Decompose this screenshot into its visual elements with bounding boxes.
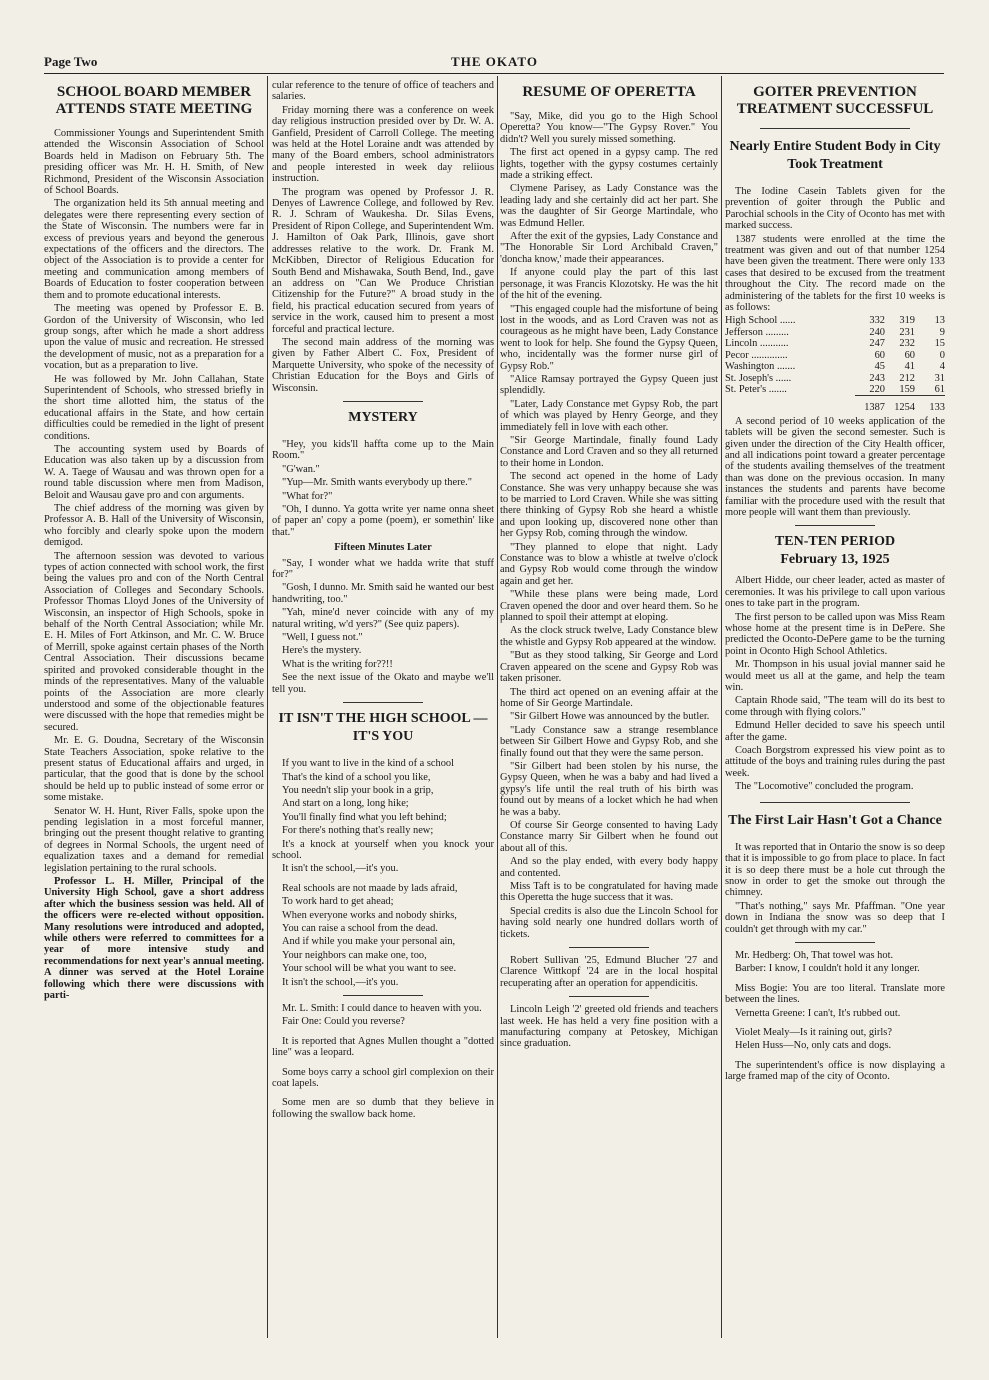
table-row [725, 373, 945, 384]
paragraph: The third act opened on an evening affair at the home of Sir George Martindale. [500, 686, 718, 709]
joke-line: It is reported that Agnes Mullen thought a "dotted line" was a leopard. [272, 1035, 494, 1059]
poem-line: For there's nothing that's really new; [282, 825, 434, 837]
table-cell: 332 [869, 315, 885, 327]
paragraph: Clymene Parisey, as Lady Constance was the leading lady and she certainly did act her part. She was the daughter of Sir George Martindale, who was Edmund Heller. [500, 183, 718, 229]
article-subheadline-goiter: Nearly Entire Student Body in City Took Treatment [729, 139, 941, 172]
paragraph: Commissioner Youngs and Superintendent Smith attended the Wisconsin Association of School Boards held in Madison on February 5th. The presiding officer was Mr. H. H. Smith, of New Richmond, President of the Wisconsin Association of School Boards. [44, 128, 264, 197]
paragraph: "Sir Gilbert had been stolen by his nurse, the Gypsy Queen, when he was a baby and had lived a gypsy's life until the real truth of his birth was found out by means of a locket which he had when he was a baby. [500, 760, 718, 818]
poem-line: Your school will be what you want to see. [282, 963, 457, 975]
table-row [725, 350, 945, 361]
joke-line: Mr. L. Smith: I could dance to heaven with you. [282, 1003, 482, 1014]
table-row [725, 327, 945, 338]
paragraph: And so the play ended, with every body happy and contented. [500, 856, 718, 879]
table-cell: Lincoln ........... [725, 338, 789, 350]
table-cell: 60 [904, 349, 915, 361]
article-headline-goiter: GOITER PREVENTION TREATMENT SUCCESSFUL [736, 84, 934, 117]
section-rule [760, 128, 910, 129]
masthead [0, 0, 989, 76]
column-3 [500, 80, 718, 1335]
paragraph: Mr. E. G. Doudna, Secretary of the Wisconsin State Teachers Association, spoke relative to the present status of Educational affairs and urged, in particular, that the good that is done by the school should be held up to public instead of some error or some mistake. [44, 735, 264, 804]
paragraph: "But as they stood talking, Sir George and Lord Craven appeared on the scene and Gypsy Rob was taken prisoner. [500, 650, 718, 685]
table-cell: 45 [874, 361, 885, 373]
paragraph: After the exit of the gypsies, Lady Constance and "The Honorable Sir Lord Archibald Craven," 'doncha know,' made their appearances. [500, 231, 718, 265]
article-headline-poem: IT ISN'T THE HIGH SCHOOL —IT'S YOU [278, 711, 488, 745]
dialogue-line: "Hey, you kids'll haffta come up to the Main Room." [272, 438, 494, 462]
paragraph: The first person to be called upon was Miss Ream whose home at the present time is in DePere. She predicted the Oconto-DePere game to be the turning point in Oconto High School Athletics. [725, 611, 945, 657]
paragraph: "Lady Constance saw a strange resemblance between Sir Gilbert Howe and Gypsy Rob, and she finally found out that they were the same person. [500, 724, 718, 759]
paragraph: Coach Borgstrom expressed his view point as to attitude of the boys and training rules during the past week. [725, 745, 945, 779]
dialogue-line: "Yah, mine'd never coincide with any of my natural writing, w'd yers?" (See quiz papers). [272, 607, 494, 630]
goiter-stats-table [725, 315, 945, 413]
dialogue-line: See the next issue of the Okato and maybe we'll tell you. [272, 672, 494, 695]
paragraph: "Sir Gilbert Howe was announced by the butler. [510, 711, 710, 723]
section-rule [569, 996, 649, 997]
subheading: Fifteen Minutes Later [334, 542, 432, 554]
table-cell: 1387 [855, 396, 885, 414]
poem-line: It's a knock at yourself when you knock your school. [272, 838, 494, 861]
section-rule [760, 802, 910, 803]
paragraph: Captain Rhode said, "The team will do its best to come through with flying colors." [725, 695, 945, 718]
poem-line: When everyone works and nobody shirks, [282, 909, 457, 921]
poem-line: You can raise a school from the dead. [282, 922, 438, 934]
poem-line: Real schools are not maade by lads afraid, [282, 882, 458, 894]
table-cell: 9 [939, 326, 945, 338]
paragraph: The afternoon session was devoted to various types of action connected with school work, the first being the values pro and con of the North Central Association of Colleges and Secondary Schools. Professor Thomas Lloyd Jones of the University of Wisconsin, an inspector of High Schools, spoke in behalf of the North Central Association; while Mr. E. H. Miles of Fort Atkinson, and Mr. C. W. Bruce of Merrill, spoke against certain phases of the North Central Association. Their discussions became spirited and provoked considerable thought in the minds of the representatives. Many of the valuable points of the Association are more clearly understood and some of the objectionable features were discussed with the hope that remedies might be secured. [44, 550, 264, 733]
paragraph: "Sir George Martindale, finally found Lady Constance and Lord Craven and so they all returned to their home in London. [500, 434, 718, 469]
paragraph: Special credits is also due the Lincoln School for having sold nearly one hundred dollars worth of tickets. [500, 905, 718, 940]
paragraph: "Alice Ramsay portrayed the Gypsy Queen just splendidly. [500, 373, 718, 397]
table-total-row [725, 396, 945, 414]
table-cell: Jefferson ......... [725, 326, 789, 338]
table-cell: St. Peter's ....... [725, 384, 787, 396]
paragraph: "They planned to elope that night. Lady Constance was to blow a whistle at twelve o'clock and Gypsy Rob would come through the window again and get her. [500, 541, 718, 587]
table-cell: St. Joseph's ...... [725, 372, 792, 384]
table-cell: 60 [874, 349, 885, 361]
table-cell: Pecor .............. [725, 349, 788, 361]
paragraph: The chief address of the morning was given by Professor A. B. Hall of the University of Wisconsin, who forcibly and clearly spoke upon the modern demigod. [44, 503, 264, 549]
paragraph: Mr. Thompson in his usual jovial manner said he would meet us all at the game, and help the team win. [725, 659, 945, 694]
table-cell: 212 [899, 372, 915, 384]
paragraph: The meeting was opened by Professor E. B. Gordon of the University of Wisconsin, who led group songs, after which he made a short address upon the value of music and recreation. He stressed the development of music, not as a preparation for a vocation, but as a preparation to live. [44, 303, 264, 372]
paragraph: The accounting system used by Boards of Education was also taken up by a discussion from W. A. Taege of Wausau and was thrown open for a round table discussion where men from Madison, Beloit and Wausau gave pro and con arguments. [44, 443, 264, 501]
paragraph: The program was opened by Professor J. R. Denyes of Lawrence College, and followed by Rev. R. J. Schram of Waukesha. Dr. Silas Evens, President of Ripon College, and Superintendent Wm. J. Hamilton of Oak Park, Illinois, gave short addresses relative to the work. Dr. Frank M. McKibben, Director of Religious Education for South Bend and Mishawaka, South Bend, Ind., gave an address on "Can We Produce Christian Citizenship for the Future?" A broad study in the field, his practical education secured from years of service in the work, caused him to present a most forceful and practical lecture. [272, 186, 494, 335]
article-date-tenten: February 13, 1925 [780, 552, 890, 568]
newspaper-name: THE OKATO [451, 54, 538, 69]
paragraph: "This engaged couple had the misfortune of being lost in the woods, and as Lord Craven was not as courageous as he might have been, Lady Constance went to look for help. She found the Gypsy Queen, who, incidentally was the former nurse girl of Gypsy Rob." [500, 303, 718, 372]
dialogue-line: "Well, I guess not." [282, 632, 363, 644]
poem-line: And if while you make your personal ain, [282, 936, 456, 948]
article-headline-operetta: RESUME OF OPERETTA [522, 84, 696, 100]
joke-line: Some men are so dumb that they believe in following the swallow back home. [272, 1097, 494, 1120]
paragraph: Of course Sir George consented to having Lady Constance marry Sir Gilbert when he found out about all of this. [500, 819, 718, 854]
joke-line: Vernetta Greene: I can't, It's rubbed out. [735, 1007, 901, 1019]
paragraph: Miss Taft is to be congratulated for having made this Operetta the huge success that it was. [500, 881, 718, 904]
article-headline-tenten: TEN-TEN PERIOD [774, 534, 896, 550]
joke-line: Fair One: Could you reverse? [282, 1016, 405, 1028]
paragraph: cular reference to the tenure of office of teachers and salaries. [272, 80, 494, 103]
column-1 [44, 80, 264, 1335]
dialogue-line: "What for?" [282, 490, 333, 502]
paragraph: Friday morning there was a conference on week day religious instruction presided over by Dr. W. A. Ganfield, President of Carroll College. The meeting was held at the Hotel Loraine andt was attended by many of the Board embers, school administrators and people interested in week day reliious instruction. [272, 104, 494, 185]
paragraph: Edmund Heller decided to save his speech until after the game. [725, 720, 945, 743]
table-cell: 232 [899, 338, 915, 350]
paragraph: The second main address of the morning was given by Father Albert C. Fox, President of Marquette University, who spoke of the necessity of Christian Education for the Boys and Girls of Wisconsin. [272, 336, 494, 394]
table-cell: 4 [939, 361, 945, 373]
poem-line: If you want to live in the kind of a school [282, 758, 454, 770]
section-rule [795, 525, 875, 526]
dialogue-line: "Oh, I dunno. Ya gotta write yer name onna sheet of paper an' copy a pome (poem), er somethin' like that." [272, 504, 494, 538]
table-cell: 247 [869, 338, 885, 350]
section-rule [343, 702, 423, 703]
joke-line: Some boys carry a school girl complexion on their coat lapels. [272, 1066, 494, 1090]
joke-line: Mr. Hedberg: Oh, That towel was hot. [735, 949, 894, 961]
joke-line: The superintendent's office is now displaying a large framed map of the city of Oconto. [725, 1059, 945, 1083]
column-divider [267, 76, 268, 1338]
table-cell: 0 [939, 349, 945, 361]
paragraph: Professor L. H. Miller, Principal of the University High School, gave a short address after which the business session was held. All of the officers were re-elected without opposition. Many resolutions were introduced and adopted, while others were referred to committees for a year of more intensive study and recommendations for next year's annual meeting. A dinner was served at the Hotel Loraine following which there were discussions with parti- [44, 876, 264, 1002]
dialogue-line: What is the writing for??!! [282, 658, 393, 670]
article-headline-mystery: MYSTERY [348, 409, 418, 425]
dialogue-line: "Gosh, I dunno. Mr. Smith said he wanted our best handwriting, too." [272, 582, 494, 605]
paragraph: As the clock struck twelve, Lady Constance blew the whistle and Gypsy Rob appeared at the window. [500, 625, 718, 648]
paragraph: If anyone could play the part of this last personage, it was Francis Klozotsky. He was the hit of the hit of the evening. [500, 267, 718, 302]
poem-line: You'll finally find what you left behind; [282, 811, 447, 823]
poem-line: It isn't the school,—it's you. [282, 863, 399, 875]
paragraph: "While these plans were being made, Lord Craven opened the door and over heard them. So he planned to spoil their attempt at eloping. [500, 589, 718, 624]
poem-line: You needn't slip your book in a grip, [282, 784, 434, 796]
poem-line: Your neighbors can make one, too, [282, 949, 427, 961]
section-rule [343, 401, 423, 402]
table-cell: 231 [899, 326, 915, 338]
joke-line: Helen Huss—No, only cats and dogs. [735, 1040, 892, 1052]
paragraph: A second period of 10 weeks application of the tablets will be given the second semester. Such is given under the direction of the City Health officer, and all indications point toward a greater percentage of the students availing themselves of the treatment than was done on the previous occasion. In many instances the students and parents have become familiar with the procedure used with the result that more people will want them than previously. [725, 415, 945, 518]
table-cell: 243 [869, 372, 885, 384]
dialogue-line: "G'wan." [282, 463, 320, 475]
table-cell: 1254 [885, 396, 915, 414]
paragraph: The organization held its 5th annual meeting and delegates were there representing every section of the State of Wisconsin. The numbers were far in excess of previous years and beyond the generous expectations of the officers and the directors. The object of the Association is to provide a center for meeting and communication among members of Boards of Education to foster cooperation between them and to promote educational interests. [44, 198, 264, 301]
article-headline-school-board: SCHOOL BOARD MEMBER ATTENDS STATE MEETING [55, 84, 253, 117]
masthead-rule [44, 73, 944, 74]
paragraph: The second act opened in the home of Lady Constance. She was very unhappy because she was to be married to Lord Craven. While she was sitting there thinking of Gypsy Rob she heard a whistle and upon looking up, discovered none other than her Gypsy Rob, coming through the window. [500, 471, 718, 540]
column-divider [721, 76, 722, 1338]
column-2 [272, 80, 494, 1335]
paragraph: "That's nothing," says Mr. Pfaffman. "One year down in Indiana the snow was so deep that I couldn't get through with my car." [725, 900, 945, 935]
table-cell: 61 [934, 383, 945, 395]
table-row [725, 361, 945, 372]
section-rule [795, 942, 875, 943]
table-cell: 133 [915, 396, 945, 414]
paragraph: The first act opened in a gypsy camp. The red lights, together with the gypsy costumes certainly made a striking effect. [500, 147, 718, 182]
table-cell: High School ...... [725, 315, 796, 327]
joke-line: Miss Bogie: You are too literal. Translate more between the lines. [725, 982, 945, 1006]
page-number: Page Two [44, 54, 98, 69]
joke-line: Barber: I know, I couldn't hold it any longer. [735, 963, 920, 975]
article-headline-lair: The First Lair Hasn't Got a Chance [728, 812, 942, 828]
news-item: Robert Sullivan '25, Edmund Blucher '27 and Clarence Wittkopf '24 are in the local hospital recuperating after an operation for appendicitis. [500, 955, 718, 989]
paragraph: "Later, Lady Constance met Gypsy Rob, the part of which was played by Henry George, and they immediately fell in love with each other. [500, 398, 718, 433]
dialogue-line: Here's the mystery. [282, 645, 362, 657]
poem-line: To work hard to get ahead; [282, 896, 394, 908]
paragraph: Senator W. H. Hunt, River Falls, spoke upon the pending legislation in a most forceful manner, bringing out the present thought relative to granting of degrees in Normal Schools, the urgent need of equalization taxes and a demand for remedial legislation pertaining to the rural schools. [44, 805, 264, 874]
article-body-school-board [44, 128, 264, 1001]
paragraph: The "Locomotive" concluded the program. [735, 781, 914, 793]
poem-line: That's the kind of a school you like, [282, 771, 431, 783]
table-cell: 31 [934, 372, 945, 384]
table-row [725, 315, 945, 326]
paragraph: 1387 students were enrolled at the time the treatment was given and out of that number 1254 have been given the treatment. There were only 133 cases that desired to be excused from the treatment throughout the City. The record made on the administering of the tablets for the first 10 weeks is as follows: [725, 233, 945, 314]
dialogue-line: "Say, I wonder what we hadda write that stuff for?" [272, 557, 494, 581]
table-cell: 240 [869, 326, 885, 338]
paragraph: It was reported that in Ontario the snow is so deep that it is impossible to go from place to place. In fact it is so deep there must be a hole cut through the snow in order to get the smoke out through the chimney. [725, 841, 945, 899]
column-4 [725, 80, 945, 1335]
section-rule [343, 995, 423, 996]
table-cell: 13 [934, 315, 945, 327]
table-cell: 220 [869, 383, 885, 395]
column-divider [497, 76, 498, 1338]
joke-line: Violet Mealy—Is it raining out, girls? [735, 1026, 892, 1038]
paragraph: The Iodine Casein Tablets given for the prevention of goiter through the Public and Parochial schools in the City of Oconto has met with marked success. [725, 186, 945, 232]
table-cell: 159 [899, 383, 915, 395]
table-cell: 319 [899, 315, 915, 327]
table-cell: 15 [934, 338, 945, 350]
paragraph: He was followed by Mr. John Callahan, State Superintendent of Schools, who stressed briefly in the short time allotted him, the status of the educational affairs in the State, and how certain difficulties could be remedied in the light of present conditions. [44, 373, 264, 442]
dialogue-line: "Yup—Mr. Smith wants everybody up there." [282, 477, 473, 489]
table-cell: 41 [904, 361, 915, 373]
poem-line: And start on a long, long hike; [282, 798, 409, 810]
paragraph: Albert Hidde, our cheer leader, acted as master of ceremonies. It was his privilege to call upon various ones to take part in the program. [725, 575, 945, 610]
table-row [725, 338, 945, 349]
paragraph: "Say, Mike, did you go to the High School Operetta? You know—"The Gypsy Rover." You didn't? Well you surely missed something. [500, 111, 718, 145]
news-item: Lincoln Leigh '2' greeted old friends and teachers last week. He has held a very fine position with a manufacturing company at Petoskey, Michigan since graduation. [500, 1004, 718, 1050]
poem-line: It isn't the school,—it's you. [282, 976, 399, 988]
table-row [725, 384, 945, 396]
section-rule [569, 947, 649, 948]
table-cell: Washington ....... [725, 361, 796, 373]
